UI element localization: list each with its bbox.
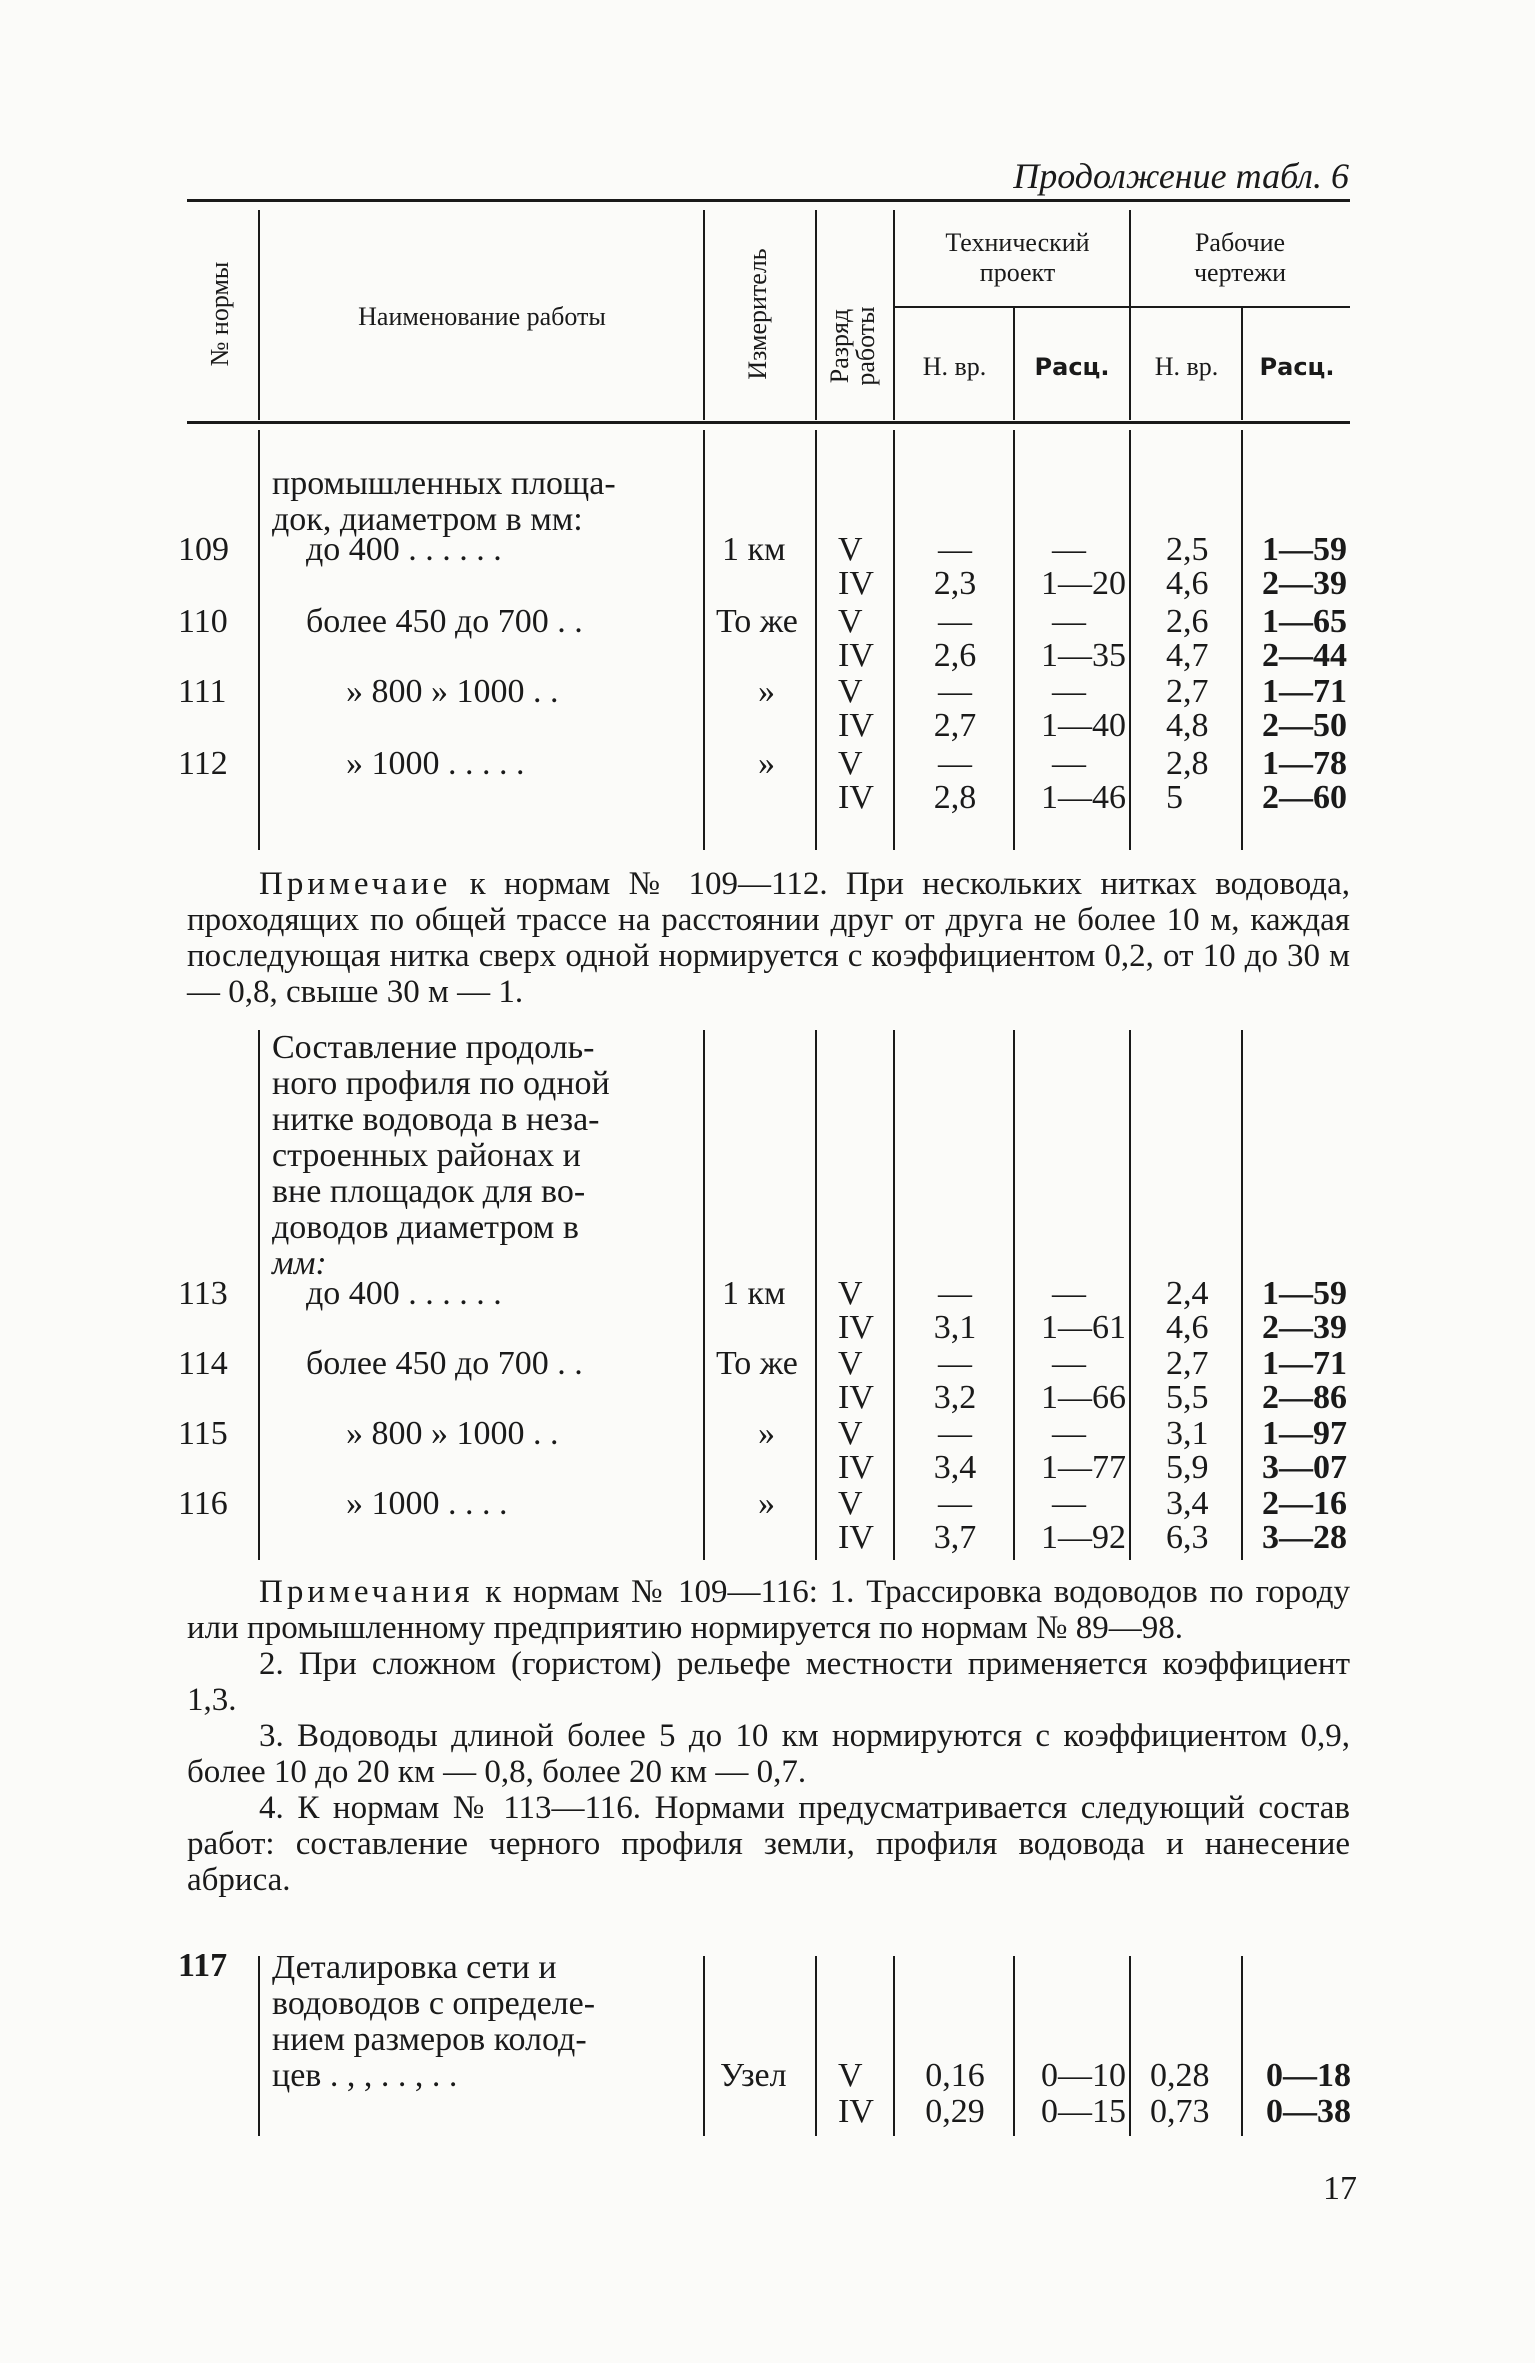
- tech-time-1: 0,16: [925, 2057, 985, 2094]
- draw-rate-1: 0—18: [1266, 2057, 1351, 2094]
- notes2-p3: 3. Водоводы длиной более 5 до 10 км нормируются с коэффициентом 0,9, более 10 до 20 км — 0,8, более 20 км — 0,7.: [187, 1718, 1350, 1790]
- block2-desc: [272, 1030, 692, 1282]
- unit: »: [758, 745, 775, 782]
- desc-line: промышленных площа-: [272, 465, 616, 502]
- draw-rate-2: 2—39: [1262, 1309, 1347, 1346]
- page-number: 17: [1323, 2170, 1357, 2207]
- header-bottom-rule: [187, 421, 1350, 424]
- grade-1: V: [838, 531, 863, 568]
- header-norm-no: № нормы: [205, 261, 234, 367]
- block2-divider: [1241, 1030, 1243, 1560]
- draw-rate-2: 3—07: [1262, 1449, 1347, 1486]
- draw-rate-1: 1—71: [1262, 673, 1347, 710]
- grade-1: V: [838, 745, 863, 782]
- tech-rate-1: —: [1052, 1485, 1086, 1522]
- notes2-p1: [187, 1574, 1350, 1646]
- tech-time-2: 0,29: [925, 2093, 985, 2130]
- tech-rate-1: —: [1052, 745, 1086, 782]
- tech-time-1: —: [938, 1485, 972, 1522]
- norm-no: 117: [178, 1947, 228, 1984]
- continuation-title: Продолжение табл. 6: [1013, 156, 1349, 196]
- tech-rate-1: —: [1052, 1345, 1086, 1382]
- notes2-p1-text: к нормам № 109—116: 1. Трассировка водоводов по городу или промышленному предприятию нормируется по нормам № 89—98.: [187, 1574, 1350, 1646]
- draw-rate-2: 3—28: [1262, 1519, 1347, 1556]
- header-divider: [893, 210, 895, 420]
- draw-rate-1: 1—97: [1262, 1415, 1347, 1452]
- block2-divider: [893, 1030, 895, 1560]
- tech-rate-1: —: [1052, 1275, 1086, 1312]
- draw-time-2: 5: [1166, 779, 1183, 816]
- tech-time-2: 2,6: [933, 637, 977, 674]
- desc-line: Составление продоль-: [272, 1029, 595, 1066]
- draw-rate-1: 1—78: [1262, 745, 1347, 782]
- norm-no: 113: [178, 1275, 228, 1312]
- unit: 1 км: [722, 531, 786, 568]
- desc-line: ного профиля по одной: [272, 1065, 610, 1102]
- draw-time-1: 0,28: [1150, 2057, 1210, 2094]
- block2-divider: [703, 1030, 705, 1560]
- draw-time-2: 4,7: [1166, 637, 1209, 674]
- draw-rate-2: 2—39: [1262, 565, 1347, 602]
- header-tech-project: Технический проект: [945, 228, 1090, 287]
- tech-rate-1: —: [1052, 1415, 1086, 1452]
- draw-time-1: 2,7: [1166, 1345, 1209, 1382]
- norm-no: 110: [178, 603, 228, 640]
- tech-time-2: 2,8: [933, 779, 977, 816]
- draw-time-1: 2,8: [1166, 745, 1209, 782]
- header-divider: [258, 210, 260, 420]
- header-divider: [815, 210, 817, 420]
- draw-time-2: 0,73: [1150, 2093, 1210, 2130]
- tech-time-2: 3,7: [933, 1519, 977, 1556]
- block3-divider: [893, 1956, 895, 2136]
- notes2: [187, 1574, 1350, 1898]
- work-name: до 400 . . . . . .: [306, 531, 502, 568]
- unit: 1 км: [722, 1275, 786, 1312]
- draw-time-1: 2,4: [1166, 1275, 1209, 1312]
- norm-no: 114: [178, 1345, 228, 1382]
- tech-rate-2: 1—35: [1041, 637, 1126, 674]
- header-divider: [703, 210, 705, 420]
- draw-time-1: 2,5: [1166, 531, 1209, 568]
- header-top-rule: [187, 199, 1350, 202]
- desc-line: вне площадок для во-: [272, 1173, 586, 1210]
- header-unit: Измеритель: [743, 248, 772, 380]
- draw-time-1: 3,4: [1166, 1485, 1209, 1522]
- tech-time-2: 3,1: [933, 1309, 977, 1346]
- grade-2: IV: [838, 565, 874, 602]
- tech-time-1: —: [938, 745, 972, 782]
- header-rate-2: Расц.: [1259, 353, 1335, 381]
- draw-time-2: 4,6: [1166, 1309, 1209, 1346]
- grade-2: IV: [838, 637, 874, 674]
- unit: »: [758, 1415, 775, 1452]
- desc-line: строенных районах и: [272, 1137, 581, 1174]
- block1-divider: [1013, 430, 1015, 850]
- block3-divider: [815, 1956, 817, 2136]
- work-name: » 800 » 1000 . .: [346, 1415, 559, 1452]
- tech-time-2: 3,2: [933, 1379, 977, 1416]
- tech-rate-2: 1—20: [1041, 565, 1126, 602]
- draw-time-2: 4,6: [1166, 565, 1209, 602]
- tech-time-1: —: [938, 1345, 972, 1382]
- desc-line: цев . , , . . , . .: [272, 2057, 458, 2094]
- draw-time-1: 2,6: [1166, 603, 1209, 640]
- header-working-drawings: Рабочие чертежи: [1193, 228, 1287, 287]
- block2-divider: [1129, 1030, 1131, 1560]
- block1-divider: [1241, 430, 1243, 850]
- draw-time-2: 5,9: [1166, 1449, 1209, 1486]
- desc-line: док, диаметром в мм:: [272, 501, 583, 538]
- tech-rate-2: 1—46: [1041, 779, 1126, 816]
- grade-2: IV: [838, 1449, 874, 1486]
- tech-time-1: —: [938, 673, 972, 710]
- block3-divider: [703, 1956, 705, 2136]
- block2-divider: [815, 1030, 817, 1560]
- draw-time-2: 5,5: [1166, 1379, 1209, 1416]
- draw-rate-2: 2—44: [1262, 637, 1347, 674]
- desc-line: мм:: [272, 1245, 327, 1282]
- tech-rate-1: —: [1052, 673, 1086, 710]
- block2-divider: [258, 1030, 260, 1560]
- grade-1: V: [838, 1345, 863, 1382]
- notes2-lead: Примечания: [259, 1574, 474, 1610]
- unit: Узел: [720, 2057, 787, 2094]
- grade-1: V: [838, 1275, 863, 1312]
- grade-2: IV: [838, 2093, 874, 2130]
- header-grade: Разряд работы: [825, 306, 880, 386]
- work-name: » 1000 . . . . .: [346, 745, 525, 782]
- header-divider: [1241, 308, 1243, 420]
- draw-rate-2: 2—86: [1262, 1379, 1347, 1416]
- block3-divider: [258, 1956, 260, 2136]
- block2-divider: [1013, 1030, 1015, 1560]
- note1-text: к нормам № 109—112. При нескольких нитках водовода, проходящих по общей трассе на расстоянии друг от друга не более 10 м, каждая последующая нитка сверх одной нормируется с коэффициентом 0,2, от 10 до 30 м — 0,8, свыше 30 м — 1.: [187, 866, 1350, 1010]
- block1-desc: [272, 466, 692, 538]
- desc-line: доводов диаметром в: [272, 1209, 579, 1246]
- block3-divider: [1129, 1956, 1131, 2136]
- unit: То же: [716, 603, 798, 640]
- block1-divider: [1129, 430, 1131, 850]
- tech-rate-1: —: [1052, 531, 1086, 568]
- tech-rate-1: 0—10: [1041, 2057, 1126, 2094]
- block1-divider: [703, 430, 705, 850]
- note1: [187, 866, 1350, 1010]
- grade-1: V: [838, 1485, 863, 1522]
- header-time-norm-1: Н. вр.: [922, 352, 987, 381]
- header-work-name: Наименование работы: [358, 302, 606, 331]
- tech-time-1: —: [938, 603, 972, 640]
- grade-1: V: [838, 2057, 863, 2094]
- block1-divider: [893, 430, 895, 850]
- grade-2: IV: [838, 779, 874, 816]
- unit: »: [758, 673, 775, 710]
- note1-lead: Примечаие: [259, 866, 452, 902]
- draw-rate-1: 1—65: [1262, 603, 1347, 640]
- block1-divider: [815, 430, 817, 850]
- tech-time-2: 2,3: [933, 565, 977, 602]
- unit: »: [758, 1485, 775, 1522]
- tech-time-2: 3,4: [933, 1449, 977, 1486]
- grade-2: IV: [838, 1309, 874, 1346]
- draw-time-1: 3,1: [1166, 1415, 1209, 1452]
- notes2-p2: 2. При сложном (гористом) рельефе местности применяется коэффициент 1,3.: [187, 1646, 1350, 1718]
- draw-rate-1: 1—71: [1262, 1345, 1347, 1382]
- subheader-rule: [893, 306, 1350, 308]
- block3-desc: [272, 1950, 692, 2094]
- header-divider: [1013, 308, 1015, 420]
- tech-rate-1: —: [1052, 603, 1086, 640]
- notes2-p4: 4. К нормам № 113—116. Нормами предусматривается следующий состав работ: составление черного профиля земли, профиля водовода и нанесение абриса.: [187, 1790, 1350, 1898]
- header-rate-1: Расц.: [1034, 353, 1110, 381]
- grade-2: IV: [838, 1379, 874, 1416]
- unit: То же: [716, 1345, 798, 1382]
- tech-rate-2: 1—40: [1041, 707, 1126, 744]
- draw-rate-2: 2—50: [1262, 707, 1347, 744]
- work-name: более 450 до 700 . .: [306, 603, 583, 640]
- header-time-norm-2: Н. вр.: [1154, 352, 1219, 381]
- work-name: » 1000 . . . .: [346, 1485, 508, 1522]
- tech-rate-2: 1—92: [1041, 1519, 1126, 1556]
- grade-1: V: [838, 603, 863, 640]
- draw-rate-1: 2—16: [1262, 1485, 1347, 1522]
- header-divider: [1129, 210, 1131, 420]
- norm-no: 111: [178, 673, 227, 710]
- draw-time-2: 4,8: [1166, 707, 1209, 744]
- norm-no: 112: [178, 745, 228, 782]
- tech-rate-2: 1—66: [1041, 1379, 1126, 1416]
- draw-rate-1: 1—59: [1262, 531, 1347, 568]
- grade-1: V: [838, 673, 863, 710]
- draw-rate-1: 1—59: [1262, 1275, 1347, 1312]
- work-name: более 450 до 700 . .: [306, 1345, 583, 1382]
- tech-rate-2: 1—61: [1041, 1309, 1126, 1346]
- grade-2: IV: [838, 707, 874, 744]
- desc-line: нием размеров колод-: [272, 2021, 587, 2058]
- block3-divider: [1241, 1956, 1243, 2136]
- tech-time-1: —: [938, 1415, 972, 1452]
- tech-rate-2: 0—15: [1041, 2093, 1126, 2130]
- draw-time-1: 2,7: [1166, 673, 1209, 710]
- norm-no: 116: [178, 1485, 228, 1522]
- tech-time-2: 2,7: [933, 707, 977, 744]
- draw-time-2: 6,3: [1166, 1519, 1209, 1556]
- tech-time-1: —: [938, 531, 972, 568]
- grade-2: IV: [838, 1519, 874, 1556]
- work-name: до 400 . . . . . .: [306, 1275, 502, 1312]
- grade-1: V: [838, 1415, 863, 1452]
- draw-rate-2: 2—60: [1262, 779, 1347, 816]
- block3-divider: [1013, 1956, 1015, 2136]
- desc-line: водоводов с определе-: [272, 1985, 596, 2022]
- block1-divider: [258, 430, 260, 850]
- tech-time-1: —: [938, 1275, 972, 1312]
- draw-rate-2: 0—38: [1266, 2093, 1351, 2130]
- norm-no: 115: [178, 1415, 228, 1452]
- work-name: » 800 » 1000 . .: [346, 673, 559, 710]
- norm-no: 109: [178, 531, 229, 568]
- desc-line: Деталировка сети и: [272, 1949, 557, 1986]
- tech-rate-2: 1—77: [1041, 1449, 1126, 1486]
- desc-line: нитке водовода в неза-: [272, 1101, 600, 1138]
